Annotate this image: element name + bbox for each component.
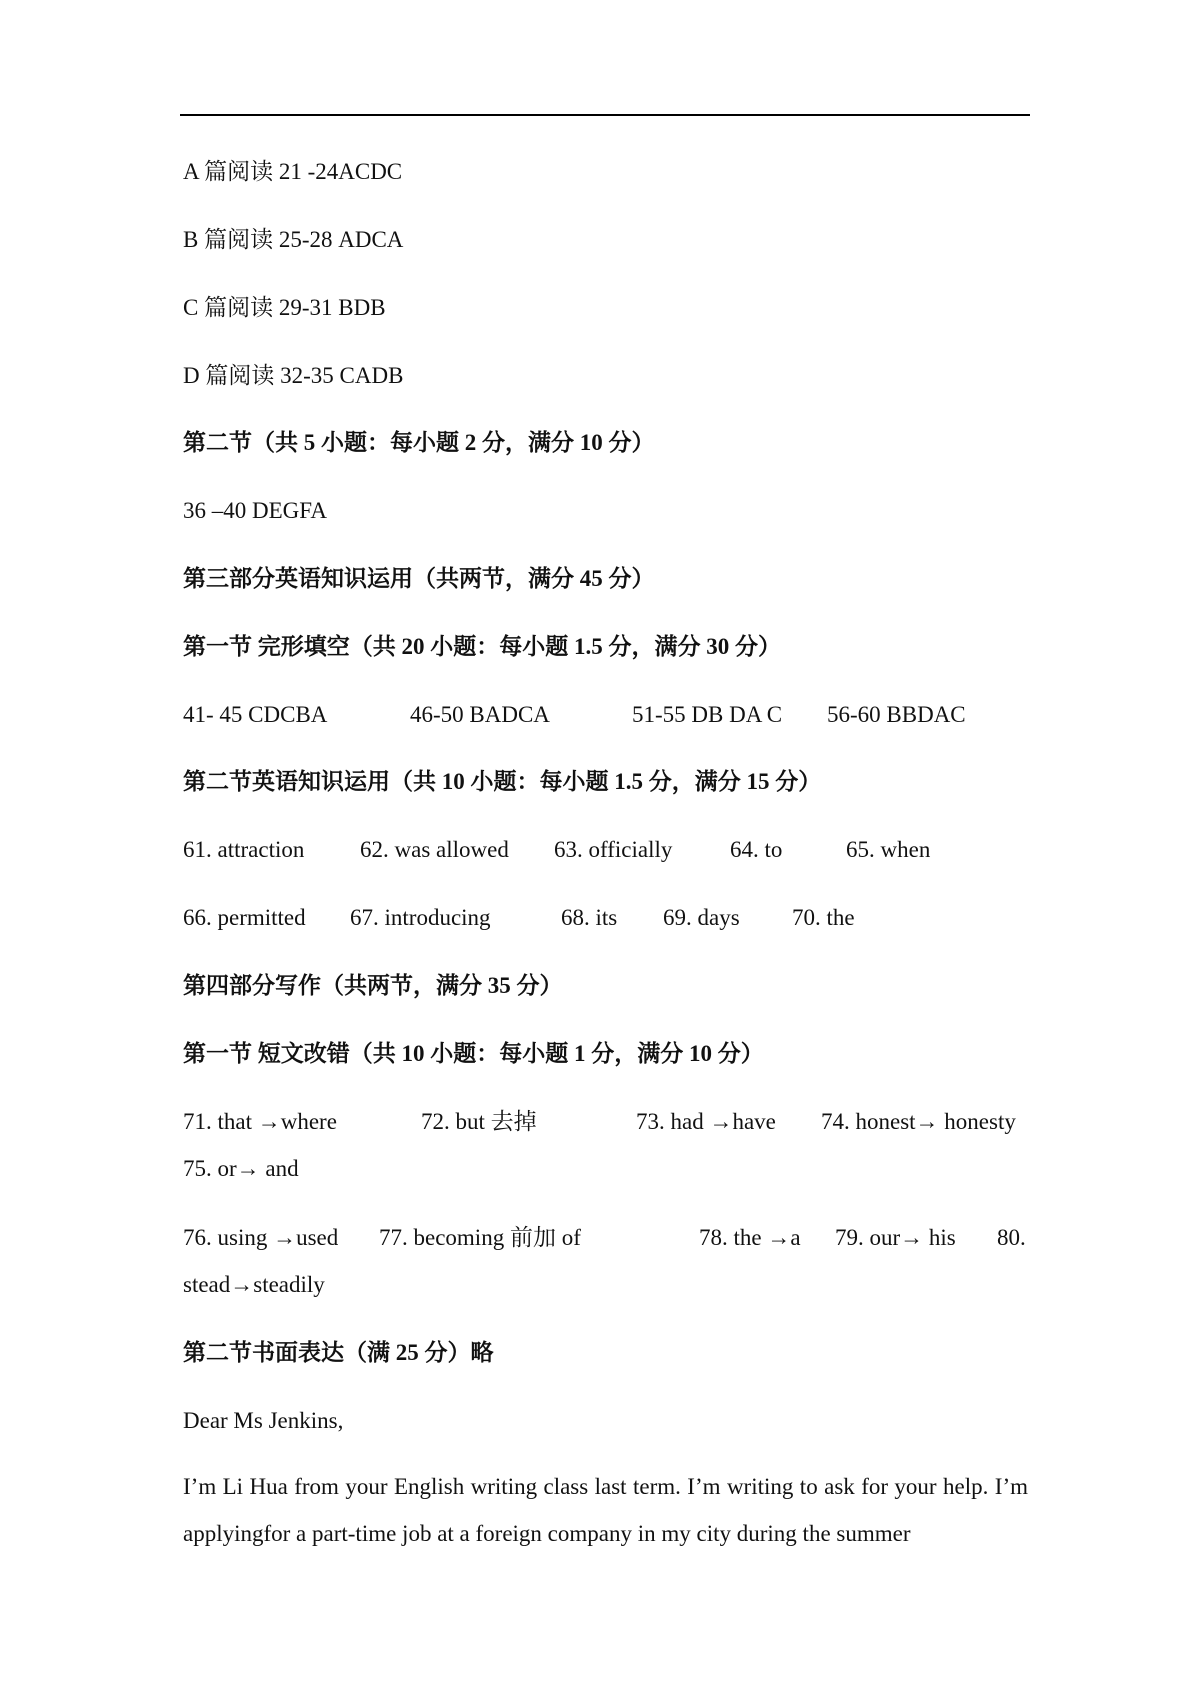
- correction-answer: 73. had →have: [636, 1109, 776, 1134]
- correction-answer: 72. but 去掉: [421, 1109, 537, 1134]
- grammar-answer: 70. the: [792, 905, 855, 930]
- reading-b-answers: B 篇阅读 25-28 ADCA: [183, 227, 404, 252]
- correction-answer: 71. that →where: [183, 1109, 337, 1134]
- correction-answer: 78. the →a: [699, 1225, 801, 1250]
- writing-heading: 第二节书面表达（满 25 分）略: [183, 1340, 494, 1365]
- grammar-answer: 65. when: [846, 837, 931, 862]
- grammar-answer: 63. officially: [554, 837, 673, 862]
- cloze-answer: 56-60 BBDAC: [827, 702, 966, 727]
- reading-c-answers: C 篇阅读 29-31 BDB: [183, 295, 386, 320]
- correction-answer: 80.: [997, 1225, 1026, 1250]
- grammar-answer: 68. its: [561, 905, 618, 930]
- cloze-answers-row: [0, 700, 1200, 730]
- part3-heading: 第三部分英语知识运用（共两节，满分 45 分）: [183, 566, 655, 591]
- grammar-row-1: [0, 835, 1200, 865]
- grammar-answer: 64. to: [730, 837, 783, 862]
- correction-row-2-wrap: stead→steadily: [183, 1272, 325, 1297]
- grammar-answer: 69. days: [663, 905, 740, 930]
- grammar-heading: 第二节英语知识运用（共 10 小题：每小题 1.5 分，满分 15 分）: [183, 769, 822, 794]
- grammar-row-2: [0, 903, 1200, 933]
- grammar-answer: 66. permitted: [183, 905, 306, 930]
- correction-row-1-wrap: 75. or→ and: [183, 1156, 299, 1181]
- correction-row-1: [0, 1107, 1200, 1137]
- part4-heading: 第四部分写作（共两节，满分 35 分）: [183, 973, 563, 998]
- correction-answer: 74. honest→ honesty: [821, 1109, 1016, 1134]
- reading-d-answers: D 篇阅读 32-35 CADB: [183, 363, 404, 388]
- correction-answer: 79. our→ his: [835, 1225, 956, 1250]
- grammar-answer: 67. introducing: [350, 905, 491, 930]
- reading-a-answers: A 篇阅读 21 -24ACDC: [183, 159, 403, 184]
- cloze-heading: 第一节 完形填空（共 20 小题：每小题 1.5 分，满分 30 分）: [183, 634, 781, 659]
- correction-heading: 第一节 短文改错（共 10 小题：每小题 1 分，满分 10 分）: [183, 1041, 764, 1066]
- header-rule: [180, 114, 1030, 116]
- grammar-answer: 61. attraction: [183, 837, 305, 862]
- correction-answer: 77. becoming 前加 of: [379, 1225, 581, 1250]
- section2-heading: 第二节（共 5 小题：每小题 2 分，满分 10 分）: [183, 430, 655, 455]
- cloze-answer: 46-50 BADCA: [410, 702, 550, 727]
- correction-row-2: [0, 1223, 1200, 1253]
- section2-answers: 36 –40 DEGFA: [183, 498, 327, 523]
- cloze-answer: 41- 45 CDCBA: [183, 702, 328, 727]
- cloze-answer: 51-55 DB DA C: [632, 702, 783, 727]
- grammar-answer: 62. was allowed: [360, 837, 509, 862]
- correction-answer: 76. using →used: [183, 1225, 339, 1250]
- letter-salutation: Dear Ms Jenkins,: [183, 1408, 344, 1433]
- letter-body: I’m Li Hua from your English writing class last term. I’m writing to ask for your help. I’m applyingfor a part-time job at a foreign company in my city during the summer: [183, 1474, 1028, 1546]
